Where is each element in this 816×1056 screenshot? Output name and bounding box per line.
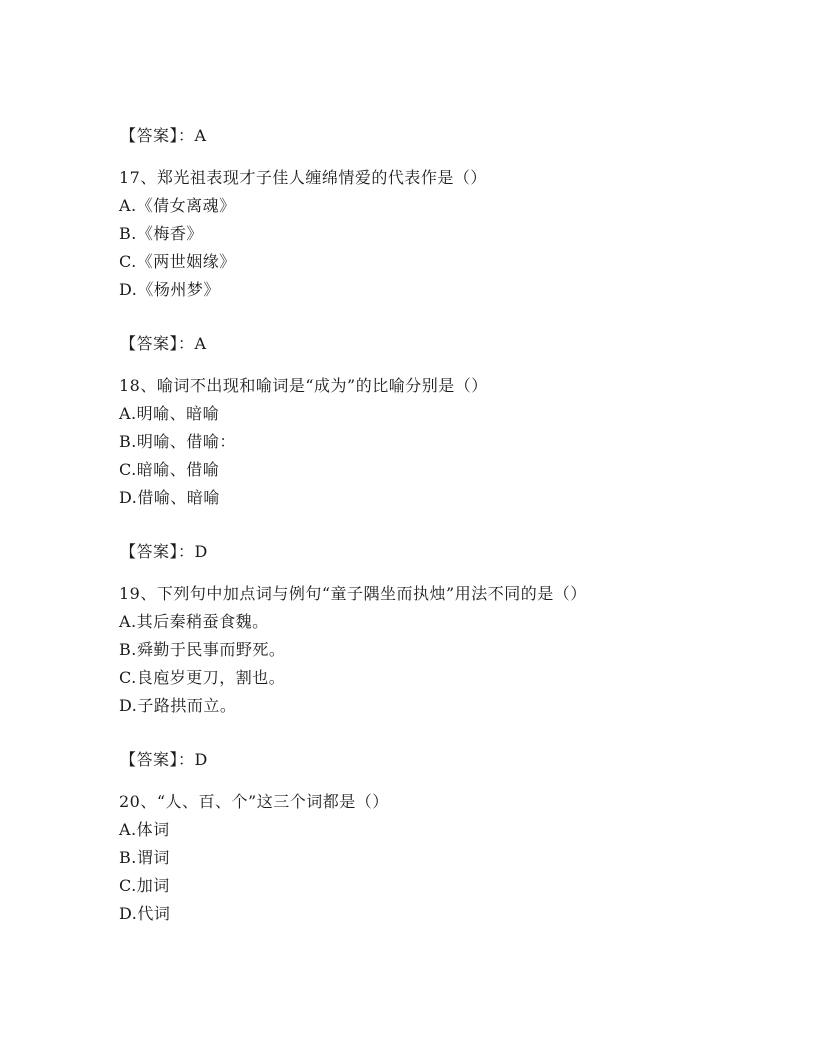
answer-value: D <box>194 542 208 561</box>
question-17-text: 17、郑光祖表现才子佳人缠绵情爱的代表作是（） <box>119 168 487 187</box>
question-19-text: 19、下列句中加点词与例句“童子隅坐而执烛”用法不同的是（） <box>119 584 587 603</box>
question-20-option-b: B.谓词 <box>119 848 170 867</box>
answer-line <box>120 542 208 562</box>
answer-value: A <box>194 334 207 353</box>
question-17-option-a: A.《倩女离魂》 <box>119 196 236 215</box>
answer-separator: ： <box>178 542 195 561</box>
question-19-option-b: B.舜勤于民事而野死。 <box>119 640 286 659</box>
answer-value: A <box>194 126 207 145</box>
question-20-option-d: D.代词 <box>119 904 171 923</box>
answer-separator: ： <box>178 750 195 769</box>
question-18-option-d: D.借喻、暗喻 <box>119 488 220 507</box>
answer-line <box>120 750 208 770</box>
question-19-option-d: D.子路拱而立。 <box>119 696 237 715</box>
question-20-option-c: C.加词 <box>119 876 170 895</box>
answer-label: 【答案】 <box>120 542 179 561</box>
question-20-text: 20、“人、百、个”这三个词都是（） <box>119 792 389 811</box>
answer-label: 【答案】 <box>120 750 179 769</box>
answer-separator: ： <box>178 334 195 353</box>
question-19-option-a: A.其后秦稍蚕食魏。 <box>119 612 269 631</box>
question-18-option-c: C.暗喻、借喻 <box>119 460 220 479</box>
question-19-option-c: C.良庖岁更刀，割也。 <box>119 668 286 687</box>
answer-value: D <box>194 750 208 769</box>
question-20-option-a: A.体词 <box>119 820 170 839</box>
answer-line <box>120 126 207 146</box>
question-18-option-b: B.明喻、借喻： <box>119 432 236 451</box>
answer-line <box>120 334 207 354</box>
question-17-option-c: C.《两世姻缘》 <box>119 252 236 271</box>
answer-label: 【答案】 <box>120 126 179 145</box>
question-18-text: 18、喻词不出现和喻词是“成为”的比喻分别是（） <box>119 376 488 395</box>
answer-separator: ： <box>178 126 195 145</box>
question-18-option-a: A.明喻、暗喻 <box>119 404 220 423</box>
question-17-option-b: B.《梅香》 <box>119 224 203 243</box>
answer-label: 【答案】 <box>120 334 179 353</box>
question-17-option-d: D.《杨州梦》 <box>119 280 220 299</box>
